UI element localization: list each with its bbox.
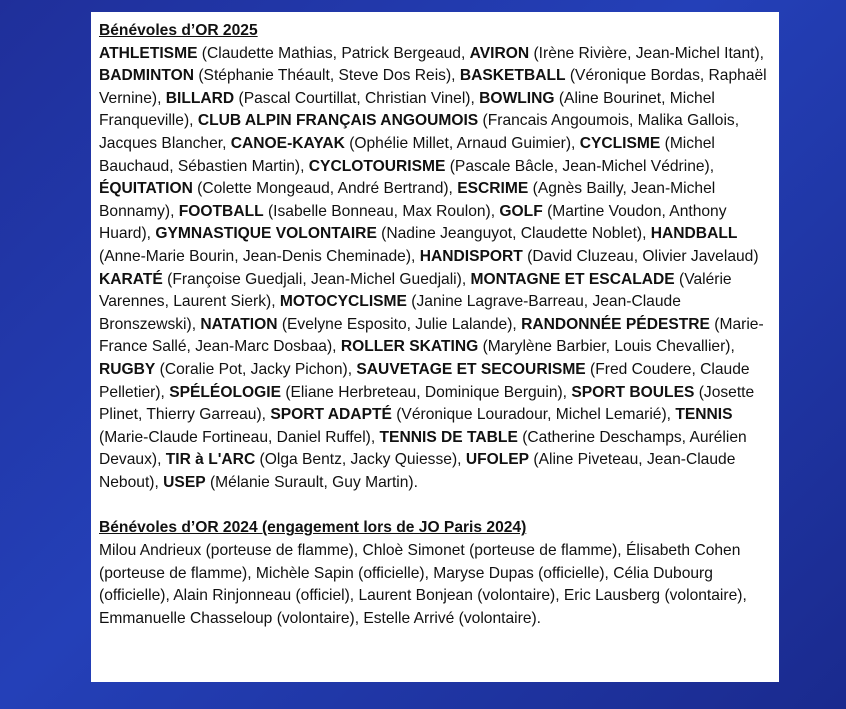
volunteer-names: (Evelyne Esposito, Julie Lalande),: [277, 315, 522, 333]
sport-name: USEP: [163, 473, 206, 491]
sport-name: TENNIS DE TABLE: [379, 428, 518, 446]
sport-name: BADMINTON: [99, 67, 195, 85]
sport-name: UFOLEP: [465, 451, 530, 469]
sport-name: SPÉLÉOLOGIE: [169, 383, 281, 401]
sport-name: KARATÉ: [99, 270, 163, 288]
sport-name: SPORT BOULES: [571, 383, 695, 401]
sport-name: ATHLETISME: [99, 44, 198, 62]
volunteer-names: (Coralie Pot, Jacky Pichon),: [155, 360, 357, 378]
volunteer-names: (David Cluzeau, Olivier Javelaud): [522, 247, 759, 265]
section-2024-text: Milou Andrieux (porteuse de flamme), Chloè Simonet (porteuse de flamme), Élisabeth Cohen (porteuse de flamme), Michèle Sapin (officielle), Maryse Dupas (officielle), Célia Dubourg (officielle), Alain Rinjonneau (officiel), Laurent Bonjean (volontaire), Eric Lausberg (volontaire), Emmanuelle Chasseloup (volontaire), Estelle Arrivé (volontaire).: [99, 542, 747, 627]
volunteer-names: (Marylène Barbier, Louis Chevallier),: [478, 338, 735, 356]
section-2024-title: Bénévoles d’OR 2024 (engagement lors de JO Paris 2024): [99, 519, 527, 537]
volunteer-names: (Françoise Guedjali, Jean-Michel Guedjali),: [162, 270, 471, 288]
volunteer-names: (Pascal Courtillat, Christian Vinel),: [234, 89, 480, 107]
sport-name: TENNIS: [675, 406, 733, 424]
section-2025-title: Bénévoles d’OR 2025: [99, 22, 258, 39]
volunteer-names: (Agnès Bailly, Jean-Michel Bonnamy),: [99, 180, 716, 220]
sport-name: RUGBY: [99, 360, 156, 378]
sport-name: NATATION: [200, 315, 278, 333]
volunteer-names: (Aline Bourinet, Michel Franqueville),: [99, 89, 715, 130]
sport-name: FOOTBALL: [178, 202, 264, 220]
sport-name: GOLF: [499, 202, 543, 220]
volunteer-names: (Valérie Varennes, Laurent Sierk),: [99, 270, 732, 311]
volunteer-names: (Janine Lagrave-Barreau, Jean-Claude Bronszewski),: [99, 293, 681, 333]
sport-name: SAUVETAGE ET SECOURISME: [356, 360, 586, 378]
volunteer-names: (Colette Mongeaud, André Bertrand),: [192, 180, 458, 198]
section-gap: [99, 494, 769, 517]
volunteer-names: (Claudette Mathias, Patrick Bergeaud,: [197, 44, 470, 62]
sport-name: CLUB ALPIN FRANÇAIS ANGOUMOIS: [197, 112, 479, 130]
volunteer-names: (Josette Plinet, Thierry Garreau),: [99, 383, 755, 424]
section-2025-list: [99, 43, 769, 495]
volunteer-names: (Marie-Claude Fortineau, Daniel Ruffel),: [99, 428, 380, 446]
volunteer-names: (Pascale Bâcle, Jean-Michel Védrine),: [445, 157, 715, 175]
sport-name: CYCLISME: [579, 134, 661, 152]
sport-name: CANOE-KAYAK: [230, 134, 345, 152]
sport-name: RANDONNÉE PÉDESTRE: [521, 315, 710, 333]
volunteer-names: (Irène Rivière, Jean-Michel Itant),: [529, 44, 764, 62]
volunteer-names: (Martine Voudon, Anthony Huard),: [99, 202, 727, 243]
sport-name: BOWLING: [479, 89, 555, 107]
volunteer-names: (Mélanie Surault, Guy Martin).: [205, 473, 418, 491]
sport-name: BILLARD: [165, 89, 235, 107]
sport-name: BASKETBALL: [459, 67, 566, 85]
sport-name: MONTAGNE ET ESCALADE: [470, 270, 675, 288]
sport-name: ESCRIME: [457, 180, 529, 198]
volunteer-names: (Aline Piveteau, Jean-Claude Nebout),: [99, 451, 736, 491]
volunteer-names: (Olga Bentz, Jacky Quiesse),: [255, 451, 466, 469]
volunteer-names: (Francais Angoumois, Malika Gallois, Jacques Blancher,: [99, 112, 740, 152]
sport-name: HANDISPORT: [419, 247, 523, 265]
volunteer-names: (Marie-France Sallé, Jean-Marc Dosbaa),: [99, 315, 764, 356]
volunteer-names: (Michel Bauchaud, Sébastien Martin),: [99, 134, 715, 175]
volunteer-names: (Véronique Louradour, Michel Lemarié),: [391, 406, 676, 424]
sport-name: TIR à L'ARC: [165, 451, 256, 469]
volunteer-names: (Stéphanie Théault, Steve Dos Reis),: [194, 67, 460, 85]
sport-name: GYMNASTIQUE VOLONTAIRE: [155, 225, 377, 243]
volunteer-names: (Catherine Deschamps, Aurélien Devaux),: [99, 428, 747, 469]
volunteer-names: (Véronique Bordas, Raphaël Vernine),: [99, 67, 767, 107]
sport-name: SPORT ADAPTÉ: [270, 406, 392, 424]
sport-name: CYCLOTOURISME: [308, 157, 446, 175]
sport-name: ROLLER SKATING: [340, 338, 479, 356]
sport-name: AVIRON: [469, 44, 530, 62]
volunteer-names: (Nadine Jeanguyot, Claudette Noblet),: [376, 225, 651, 243]
volunteer-names: (Isabelle Bonneau, Max Roulon),: [263, 202, 500, 220]
sport-name: ÉQUITATION: [99, 180, 193, 198]
volunteer-names: (Eliane Herbreteau, Dominique Berguin),: [280, 383, 572, 401]
volunteer-names: (Fred Coudere, Claude Pelletier),: [99, 360, 750, 401]
volunteer-names: (Ophélie Millet, Arnaud Guimier),: [344, 134, 580, 152]
volunteer-names: (Anne-Marie Bourin, Jean-Denis Cheminade),: [99, 247, 420, 265]
document-card: [91, 12, 779, 682]
sport-name: MOTOCYCLISME: [279, 293, 407, 311]
sport-name: HANDBALL: [650, 225, 738, 243]
